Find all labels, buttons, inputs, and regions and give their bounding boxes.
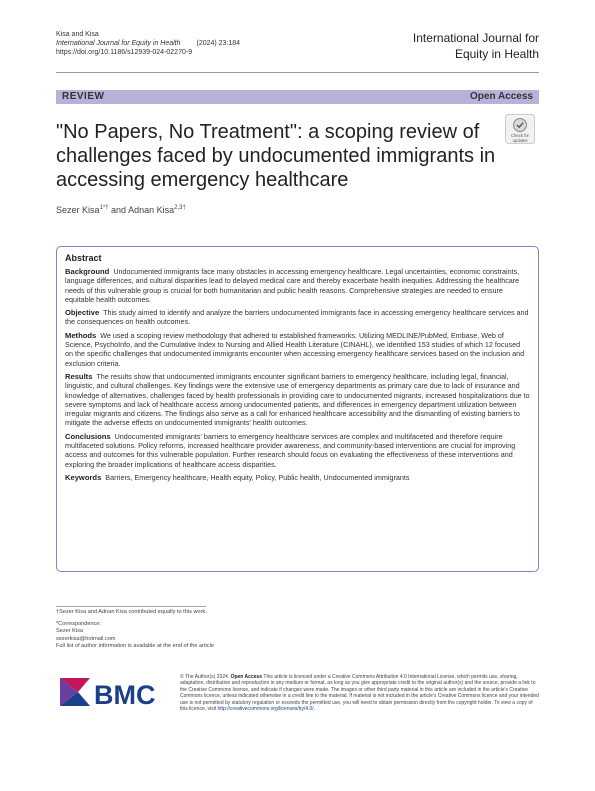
copyright-prefix: © The Author(s) 2024. bbox=[180, 674, 230, 680]
conclusions-label: Conclusions bbox=[65, 431, 111, 441]
article-type-banner bbox=[56, 90, 539, 104]
correspondence-email[interactable]: sezerkisa@hotmail.com bbox=[56, 635, 116, 642]
background-label: Background bbox=[65, 267, 110, 276]
journal-name bbox=[369, 30, 539, 62]
bmc-logo bbox=[58, 674, 178, 712]
equal-contribution-note: †Sezer Kisa and Adnan Kisa contributed equally to this work. bbox=[56, 609, 207, 615]
bmc-logo-mark-icon bbox=[58, 674, 178, 712]
abstract-heading: Abstract bbox=[65, 253, 102, 263]
license-body: This article is licensed under a Creative Commons Attribution 4.0 International License, which permits use, sharing, adaptation, distribution and reproduction in any medium or format, as long as you give appropriate credit to the original author(s) and the source, provide a link to the Creative Commons licence, and indicate if changes were made. The images or other third party material in this article are included in the article's Creative Commons licence, unless indicated otherwise in a credit line to the material. If material is not included in the article's Creative Commons licence and your intended use is not permitted by statutory regulation or exceeds the permitted use, you will need to obtain permission directly from the copyright holder. To view a copy of this licence, visit bbox=[180, 674, 539, 713]
license-open-access: Open Access bbox=[230, 674, 263, 680]
author-2[interactable]: Adnan Kisa bbox=[128, 205, 175, 215]
methods-label: Methods bbox=[65, 330, 97, 340]
journal-name-line1: International Journal for bbox=[412, 31, 539, 45]
footnotes bbox=[56, 609, 356, 651]
license-url[interactable]: http://creativecommons.org/licenses/by/4.0/. bbox=[217, 706, 316, 713]
check-badge-line1: Check for bbox=[511, 133, 529, 138]
correspondence-name: Sezer Kisa bbox=[56, 628, 84, 635]
author-list bbox=[56, 205, 186, 215]
conclusions-text: Undocumented immigrants' barriers to emergency healthcare services are complex and multifaceted and therefore require multifaceted solutions. Policy reforms, increased healthcare provider awareness, and community-based interventions are crucial for improving access and outcomes for this vulnerable population. Further research should focus on evaluating the effectiveness of these interventions and exploring the broader implications of healthcare access disparities. bbox=[65, 431, 516, 469]
header-divider bbox=[56, 72, 539, 73]
open-access-label: Open Access bbox=[470, 91, 533, 102]
objective-label: Objective bbox=[65, 308, 100, 318]
article-type-label: REVIEW bbox=[62, 91, 105, 102]
footnote-divider bbox=[56, 606, 206, 607]
year-volume: (2024) 23:184 bbox=[196, 40, 241, 47]
abstract-objective bbox=[65, 308, 530, 327]
author-1-affiliation: 1*† bbox=[99, 205, 109, 211]
abstract-methods bbox=[65, 331, 530, 368]
bmc-logo-text: BMC bbox=[94, 680, 156, 710]
license-text bbox=[180, 674, 540, 712]
keywords-text: Barriers, Emergency healthcare, Health equity, Policy, Public health, Undocumented immigrants bbox=[105, 472, 410, 482]
results-label: Results bbox=[65, 371, 93, 381]
correspondence-label: *Correspondence: bbox=[56, 620, 102, 627]
journal-name-line2: Equity in Health bbox=[454, 47, 539, 61]
author-2-affiliation: 2,3† bbox=[174, 205, 186, 211]
background-text: Undocumented immigrants face many obstacles in accessing emergency healthcare. Legal uncertainties, economic constraints, language differences, and cultural disparities lead to delayed medical care and thereby exacerbate health inequities. Addressing the healthcare needs of this vulnerable group is crucial for both humanitarian and public health reasons. Comprehensive strategies are needed to ensure equitable health outcomes. bbox=[65, 267, 520, 304]
doi-link[interactable]: https://doi.org/10.1186/s12939-024-02270-9 bbox=[56, 49, 193, 56]
author-connector: and bbox=[108, 205, 129, 215]
check-badge-line2: updates bbox=[512, 138, 528, 143]
abstract-conclusions bbox=[65, 432, 530, 469]
author-info-note: Full list of author information is available at the end of the article bbox=[56, 643, 214, 650]
abstract-results bbox=[65, 372, 530, 428]
abstract-box bbox=[56, 246, 539, 572]
running-authors: Kisa and Kisa bbox=[56, 31, 99, 38]
keywords-label: Keywords bbox=[65, 472, 102, 482]
objective-text: This study aimed to identify and analyze the barriers undocumented immigrants face in accessing emergency healthcare services and the consequences on health outcomes. bbox=[65, 308, 529, 327]
abstract-background bbox=[65, 267, 530, 304]
journal-citation: International Journal for Equity in Health bbox=[56, 40, 181, 47]
abstract-keywords bbox=[65, 473, 530, 482]
methods-text: We used a scoping review methodology that adhered to established frameworks. Utilizing MEDLINE/PubMed, Embase, Web of Science, PsychoInfo, and the Cumulative Index to Nursing and Allied Health Literature (CINAHL), we identified 153 studies of which 12 focused on the specific challenges that undocumented immigrants encounter when accessing emergency healthcare services based on the inclusion and exclusion criteria. bbox=[65, 330, 525, 368]
results-text: The results show that undocumented immigrants encounter significant barriers to emergency healthcare, including legal, financial, linguistic, and cultural challenges. Key findings were the extensive use of emergency departments as primary care due to lack of insurance and knowledge of alternatives, challenges faced by health professionals in providing care to undocumented migrants, increased hospitalizations due to severe symptoms and lack of healthcare access among undocumented patients, and differences in emergency department utilization between irregular migrants and citizens. The findings also serve as a call for enhanced healthcare accessibility and the dismantling of existing barriers to mitigate the adverse effects on undocumented immigrants' health outcomes. bbox=[65, 371, 530, 428]
author-1[interactable]: Sezer Kisa bbox=[56, 205, 100, 215]
citation-line bbox=[56, 39, 240, 48]
article-title: "No Papers, No Treatment": a scoping review of challenges faced by undocumented immigrants in accessing emergency healthcare bbox=[56, 121, 496, 191]
check-for-updates-badge[interactable] bbox=[505, 114, 535, 144]
